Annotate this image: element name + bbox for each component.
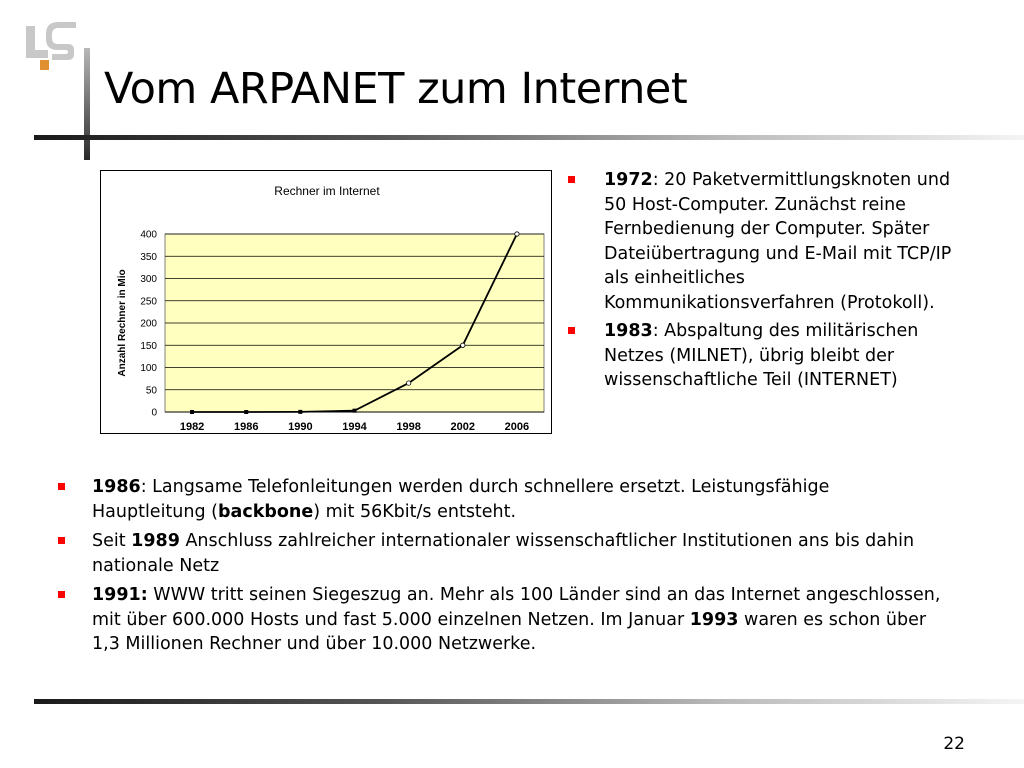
y-tick-label: 50 [145,385,157,397]
x-tick-label: 1986 [233,421,259,433]
bold-term: backbone [217,501,314,522]
page-number: 22 [943,734,965,754]
bullet-text: ) mit 56Kbit/s entsteht. [313,501,517,522]
slide-title: Vom ARPANET zum Internet [104,64,688,114]
y-axis-label: Anzahl Rechner in Mio [117,269,128,377]
data-point [244,410,248,414]
data-point [190,410,194,414]
year: 1991: [92,585,148,605]
bullet-icon [568,176,575,183]
x-tick-label: 1998 [396,421,421,433]
line-chart [101,171,553,435]
x-tick-label: 2006 [504,421,530,433]
y-tick-label: 0 [151,407,157,419]
bullet-text: : Abspaltung des militärischen Netzes (MILNET), übrig bleibt der wissenschaftliche Teil (INTERNET) [604,321,919,390]
bullet-text: WWW tritt seinen Siegeszug an. Mehr als 100 Länder sind an das Internet angeschlossen, mit über 600.000 Hosts und fast 5.000 einzelnen Netzen. Im Januar [92,585,941,630]
y-tick-label: 150 [140,340,157,352]
bullet-text: Anschluss zahlreicher internationaler wissenschaftlicher Institutionen ans bis dahin nationale Netz [92,531,915,576]
year: 1986 [92,477,141,497]
bullet-text: waren es schon über 1,3 Millionen Rechner und über 10.000 Netzwerke. [92,609,927,654]
y-tick-label: 400 [140,229,157,241]
bullet-icon [58,537,65,544]
bottom-bullet-list [56,475,946,662]
right-bullet-list [566,168,976,397]
x-tick-label: 1994 [342,421,367,433]
ls-logo-icon [24,22,80,74]
y-tick-label: 200 [140,318,157,330]
y-tick-label: 100 [140,363,157,374]
title-vertical-rule [84,48,90,160]
title-horizontal-rule [34,135,1024,140]
list-item [566,168,976,315]
list-item [56,529,946,578]
year: 1972 [604,170,653,190]
y-tick-label: 250 [140,296,157,308]
data-point [298,410,302,414]
chart-title: Rechner im Internet [274,184,380,198]
year: 1983 [604,321,653,341]
footer-horizontal-rule [34,699,1024,704]
list-item [56,583,946,657]
bullet-prefix: Seit [92,531,132,551]
year: 1989 [131,531,180,551]
data-point [461,343,465,347]
x-tick-label: 1990 [288,421,313,433]
bullet-icon [58,591,65,598]
bullet-icon [568,327,575,334]
x-tick-label: 2002 [450,421,476,433]
data-point [353,409,357,413]
bullet-text: : 20 Paketvermittlungsknoten und 50 Host-Computer. Zunächst reine Fernbedienung der Computer. Später Dateiübertragung und E-Mail mit TCP/IP als einheitliches Kommunikationsverfahren (Protokoll). [604,170,952,313]
bullet-text: : Langsame Telefonleitungen werden durch schnellere ersetzt. Leistungsfähige Hauptleitung ( [92,477,830,522]
year: 1993 [689,609,739,630]
y-tick-label: 350 [140,251,157,263]
bullet-icon [58,483,65,490]
x-tick-label: 1982 [179,421,205,433]
data-point [406,381,410,385]
list-item [56,475,946,524]
data-point [515,232,519,236]
y-tick-label: 300 [140,274,157,285]
list-item [566,319,976,393]
chart-frame [100,170,552,434]
